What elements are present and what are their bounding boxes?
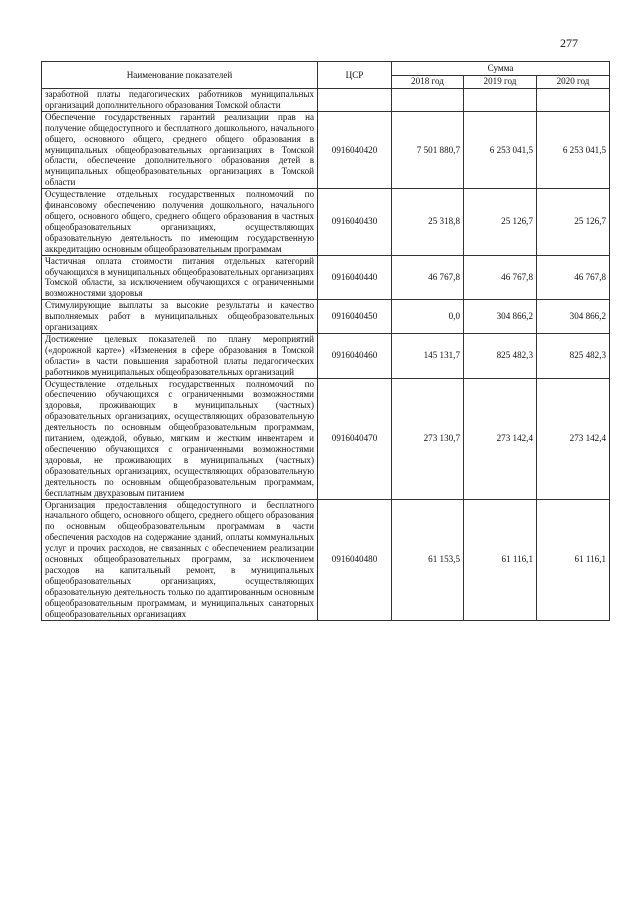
table-row [42,255,610,300]
row-code: 0916040450 [318,300,392,334]
row-value-2020: 6 253 041,5 [537,111,610,188]
row-description: Стимулирующие выплаты за высокие результаты и качество выполняемых работ в муниципальных общеобразовательных организациях [42,300,318,334]
row-code [318,89,392,112]
header-year-2020: 2020 год [537,75,610,89]
table-row [42,333,610,378]
row-value-2020: 825 482,3 [537,333,610,378]
row-description: Осуществление отдельных государственных полномочий по обеспечению обучающихся с ограниченными возможностями здоровья, проживающих в муниципальных (частных) образовательных организациях, осуществляющих образовательную деятельность по основным общеобразовательным программам, питанием, одеждой, обувью, мягким и жестким инвентарем и обеспечению обучающихся с ограниченными возможностями здоровья, не проживающих в муниципальных (частных) образовательных организациях, осуществляющих образовательную деятельность по основным общеобразовательным программам, бесплатным двухразовым питанием [42,378,318,499]
row-description: Осуществление отдельных государственных полномочий по финансовому обеспечению получения дошкольного, начального общего, основного общего, среднего общего образования в частных общеобразовательных организациях, осуществляющих образовательную деятельность по имеющим государственную аккредитацию основным общеобразовательным программам [42,189,318,255]
row-description: Частичная оплата стоимости питания отдельных категорий обучающихся в муниципальных общеобразовательных организациях Томской области, за исключением обучающихся с ограниченными возможностями здоровья [42,255,318,300]
row-code: 0916040480 [318,499,392,620]
row-code: 0916040460 [318,333,392,378]
row-description: Обеспечение государственных гарантий реализации прав на получение общедоступного и бесплатного дошкольного, начального общего, основного общего, среднего общего образования в муниципальных общеобразовательных организациях в Томской области, обеспечение дополнительного образования детей в муниципальных общеобразовательных организациях в Томской области [42,111,318,188]
row-value-2019: 6 253 041,5 [464,111,537,188]
row-value-2019: 825 482,3 [464,333,537,378]
header-row-main [42,62,610,76]
row-description: Организация предоставления общедоступного и бесплатного начального общего, основного общего, среднего общего образования по основным общеобразовательным программам в части обеспечения расходов на содержание зданий, оплаты коммунальных услуг и прочих расходов, не связанных с обеспечением реализации основных общеобразовательных программ, за исключением расходов на капитальный ремонт, в муниципальных общеобразовательных организациях, осуществляющих образовательную деятельность только по адаптированным основным общеобразовательным программам, и муниципальных санаторных общеобразовательных организациях [42,499,318,620]
header-sum: Сумма [392,62,610,76]
row-value-2018: 0,0 [392,300,464,334]
header-year-2019: 2019 год [464,75,537,89]
row-value-2020: 46 767,8 [537,255,610,300]
header-year-2018: 2018 год [392,75,464,89]
budget-table [41,61,610,621]
row-code: 0916040470 [318,378,392,499]
row-code: 0916040420 [318,111,392,188]
row-value-2019 [464,89,537,112]
row-description: Достижение целевых показателей по плану мероприятий («дорожной карте») «Изменения в сфере образования в Томской области» в части повышения заработной платы педагогических работников муниципальных общеобразовательных организаций [42,333,318,378]
row-value-2018: 25 318,8 [392,189,464,255]
row-value-2020: 273 142,4 [537,378,610,499]
row-value-2018 [392,89,464,112]
row-value-2018: 273 130,7 [392,378,464,499]
header-code: ЦСР [318,62,392,89]
page-number: 277 [560,36,578,50]
table-row [42,300,610,334]
row-value-2018: 61 153,5 [392,499,464,620]
row-value-2019: 25 126,7 [464,189,537,255]
row-value-2020 [537,89,610,112]
row-value-2018: 7 501 880,7 [392,111,464,188]
row-value-2018: 46 767,8 [392,255,464,300]
row-value-2020: 25 126,7 [537,189,610,255]
row-value-2019: 273 142,4 [464,378,537,499]
table-row [42,378,610,499]
row-description: заработной платы педагогических работников муниципальных организаций дополнительного образования Томской области [42,89,318,112]
row-value-2020: 61 116,1 [537,499,610,620]
table-row [42,89,610,112]
row-value-2019: 61 116,1 [464,499,537,620]
table-row [42,111,610,188]
table-row [42,499,610,620]
header-name: Наименование показателей [42,62,318,89]
row-value-2018: 145 131,7 [392,333,464,378]
row-code: 0916040430 [318,189,392,255]
table-row [42,189,610,255]
row-code: 0916040440 [318,255,392,300]
row-value-2019: 46 767,8 [464,255,537,300]
row-value-2020: 304 866,2 [537,300,610,334]
row-value-2019: 304 866,2 [464,300,537,334]
